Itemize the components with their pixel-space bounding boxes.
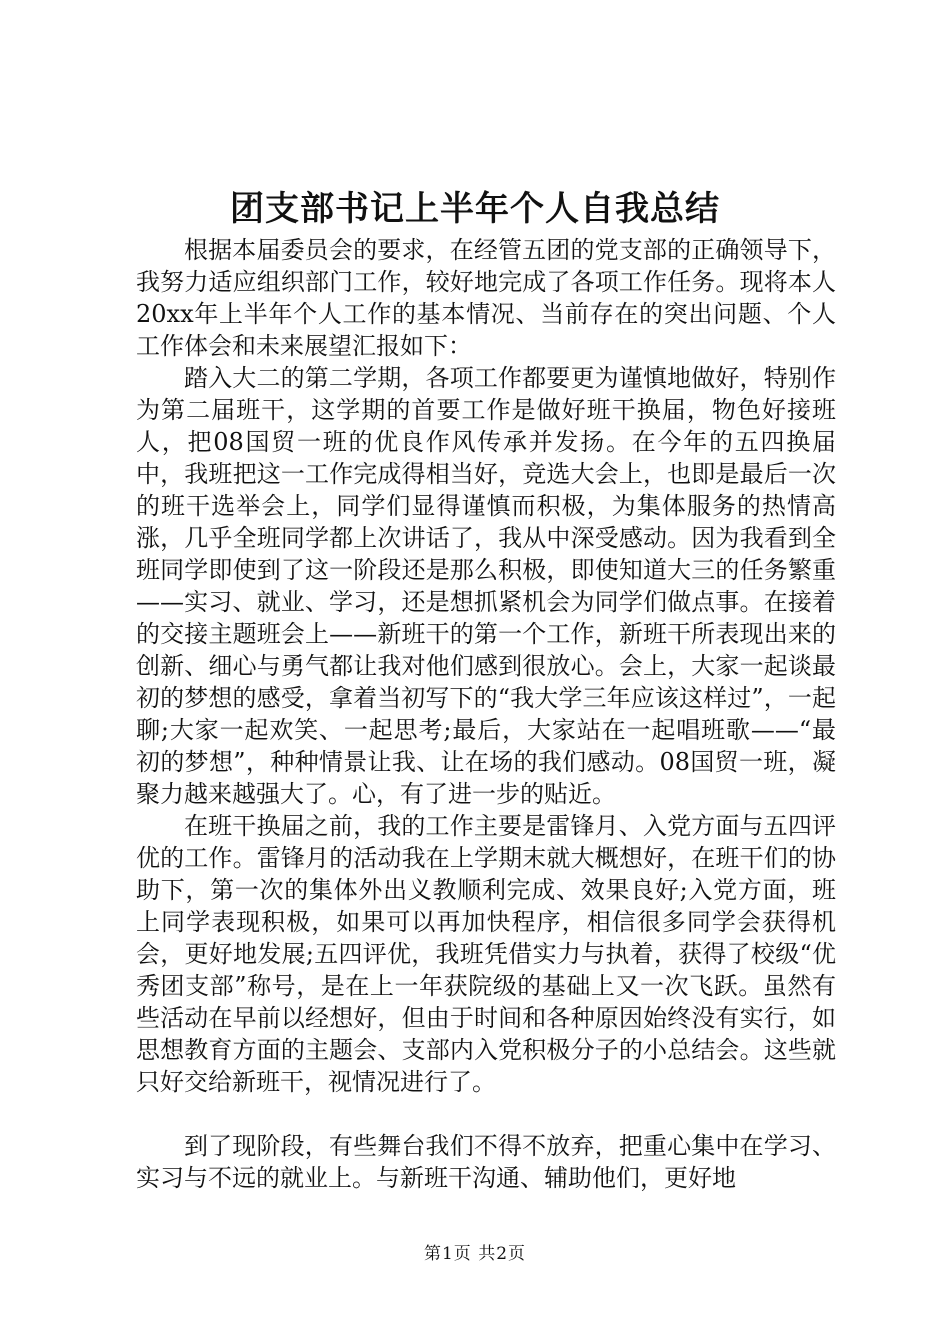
paragraph-intro: 根据本届委员会的要求，在经管五团的党支部的正确领导下，我努力适应组织部门工作，较好地完成了各项工作任务。现将本人20xx年上半年个人工作的基本情况、当前存在的突出问题、个人工作体会和未来展望汇报如下： [136,236,836,360]
page-number-footer: 第1页 共2页 [423,1244,527,1264]
document-body [136,234,836,1194]
paragraph-current-stage: 到了现阶段，有些舞台我们不得不放弃，把重心集中在学习、实习与不远的就业上。与新班干沟通、辅助他们，更好地 [136,1132,836,1192]
document-title: 团支部书记上半年个人自我总结 [230,189,720,229]
paragraph-class-election: 踏入大二的第二学期，各项工作都要更为谨慎地做好，特别作为第二届班干，这学期的首要工作是做好班干换届，物色好接班人，把08国贸一班的优良作风传承并发扬。在今年的五四换届中，我班把这一工作完成得相当好，竞选大会上，也即是最后一次的班干选举会上，同学们显得谨慎而积极，为集体服务的热情高涨，几乎全班同学都上次讲话了，我从中深受感动。因为我看到全班同学即使到了这一阶段还是那么积极，即使知道大三的任务繁重——实习、就业、学习，还是想抓紧机会为同学们做点事。在接着的交接主题班会上——新班干的第一个工作，新班干所表现出来的创新、细心与勇气都让我对他们感到很放心。会上，大家一起谈最初的梦想的感受，拿着当初写下的“我大学三年应该这样过”，一起聊;大家一起欢笑、一起思考;最后，大家站在一起唱班歌——“最初的梦想”，种种情景让我、让在场的我们感动。08国贸一班，凝聚力越来越强大了。心，有了进一步的贴近。 [136,364,836,808]
paragraph-prior-work: 在班干换届之前，我的工作主要是雷锋月、入党方面与五四评优的工作。雷锋月的活动我在上学期末就大概想好，在班干们的协助下，第一次的集体外出义教顺利完成、效果良好;入党方面，班上同学表现积极，如果可以再加快程序，相信很多同学会获得机会，更好地发展;五四评优，我班凭借实力与执着，获得了校级“优秀团支部”称号，是在上一年获院级的基础上又一次飞跃。虽然有些活动在早前以经想好，但由于时间和各种原因始终没有实行，如思想教育方面的主题会、支部内入党积极分子的小总结会。这些就只好交给新班干，视情况进行了。 [136,812,836,1096]
